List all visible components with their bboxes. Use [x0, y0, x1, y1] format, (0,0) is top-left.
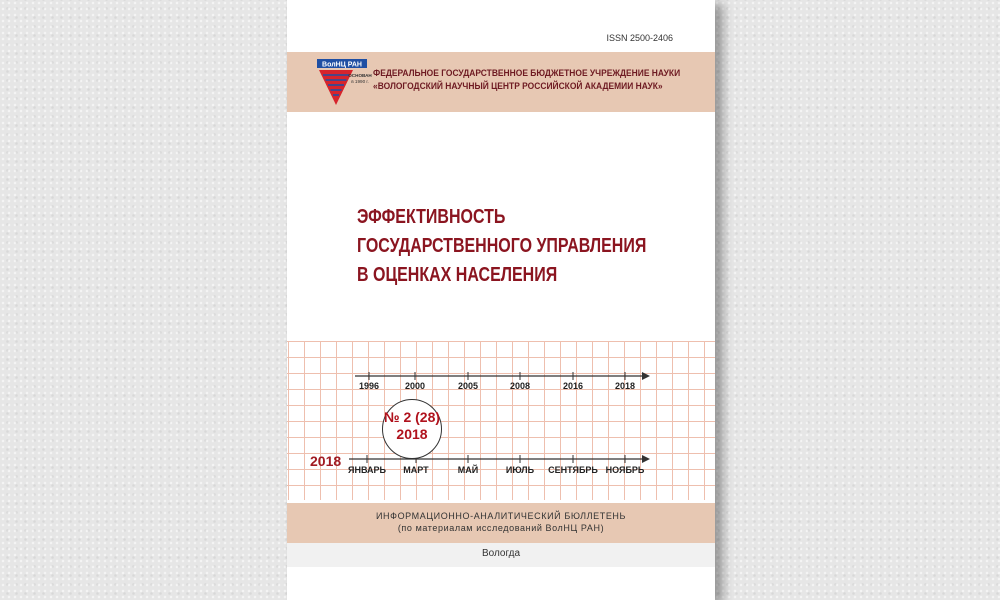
issn-number: ISSN 2500-2406 [606, 33, 673, 43]
publication-title [357, 203, 646, 290]
title-line-3: В ОЦЕНКАХ НАСЕЛЕНИЯ [357, 264, 558, 286]
year-tick-label: 2000 [404, 381, 426, 391]
city-band [287, 543, 715, 567]
year-tick-label: 2005 [457, 381, 479, 391]
svg-text:в 1990 г.: в 1990 г. [351, 79, 369, 84]
organization-line-1: ФЕДЕРАЛЬНОЕ ГОСУДАРСТВЕННОЕ БЮДЖЕТНОЕ УЧРЕЖДЕНИЕ НАУКИ [373, 68, 681, 79]
timeline-year-label: 2018 [310, 453, 342, 469]
timeline-arrows [287, 341, 715, 500]
issue-badge [382, 399, 442, 459]
year-tick-label: 1996 [358, 381, 380, 391]
organization-name [373, 67, 680, 93]
month-tick-label: МАРТ [403, 465, 429, 475]
svg-text:ВолНЦ РАН: ВолНЦ РАН [322, 61, 362, 69]
month-tick-label: МАЙ [457, 465, 479, 475]
organization-line-2: «ВОЛОГОДСКИЙ НАУЧНЫЙ ЦЕНТР РОССИЙСКОЙ АКАДЕМИИ НАУК» [373, 81, 663, 92]
volnc-logo [317, 57, 372, 107]
bulletin-band [287, 503, 715, 543]
bulletin-type: ИНФОРМАЦИОННО-АНАЛИТИЧЕСКИЙ БЮЛЛЕТЕНЬ [375, 511, 627, 521]
year-tick-label: 2016 [562, 381, 584, 391]
organization-band [287, 52, 715, 112]
month-tick-label: СЕНТЯБРЬ [548, 465, 598, 475]
months-axis-arrow [642, 455, 650, 463]
month-tick-label: НОЯБРЬ [605, 465, 645, 475]
year-tick-label: 2008 [509, 381, 531, 391]
bulletin-subtitle: (по материалам исследований ВолНЦ РАН) [397, 523, 605, 533]
month-tick-label: ИЮЛЬ [505, 465, 535, 475]
svg-text:ОСНОВАН: ОСНОВАН [348, 73, 372, 78]
title-line-2: ГОСУДАРСТВЕННОГО УПРАВЛЕНИЯ [357, 235, 647, 257]
issue-year: 2018 [396, 426, 428, 442]
journal-cover [287, 0, 715, 600]
city-name: Вологда [481, 548, 521, 559]
year-tick-label: 2018 [614, 381, 636, 391]
years-axis-arrow [642, 372, 650, 380]
timeline-grid [287, 341, 715, 500]
month-tick-label: ЯНВАРЬ [348, 465, 386, 475]
issue-number: № 2 (28) [383, 409, 441, 425]
title-line-1: ЭФФЕКТИВНОСТЬ [357, 206, 506, 228]
